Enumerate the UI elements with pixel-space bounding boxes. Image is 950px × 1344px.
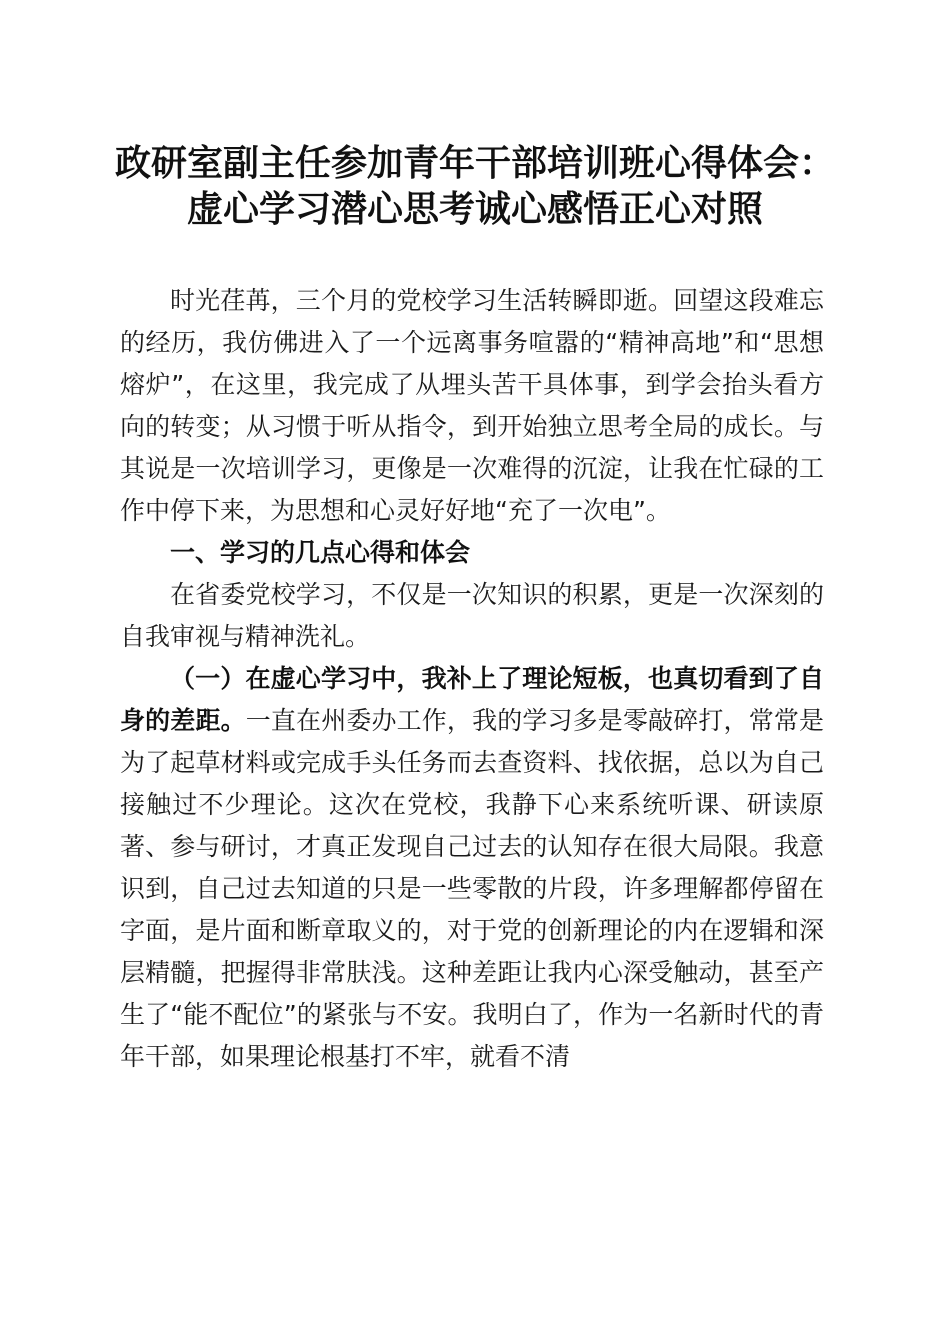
- document-title-line-2: 虚心学习潜心思考诚心感悟正心对照: [186, 188, 763, 230]
- intro-paragraph: 时光荏苒，三个月的党校学习生活转瞬即逝。回望这段难忘的经历，我仿佛进入了一个远离事务喧嚣的“精神高地”和“思想熔炉”，在这里，我完成了从埋头苦干具体事，到学会抬头看方向的转变；从习惯于听从指令，到开始独立思考全局的成长。与其说是一次培训学习，更像是一次难得的沉淀，让我在忙碌的工作中停下来，为思想和心灵好好地“充了一次电”。: [120, 286, 824, 525]
- section-heading: 一、学习的几点心得和体会: [170, 538, 471, 567]
- section-intro-paragraph: 在省委党校学习，不仅是一次知识的积累，更是一次深刻的自我审视与精神洗礼。: [120, 580, 824, 651]
- point-one-body: 一直在州委办工作，我的学习多是零敲碎打，常常是为了起草材料或完成手头任务而去查资料、找依据，总以为自己接触过不少理论。这次在党校，我静下心来系统听课、研读原著、参与研讨，才真正发现自己过去的认知存在很大局限。我意识到，自己过去知道的只是一些零散的片段，许多理解都停留在字面，是片面和断章取义的，对于党的创新理论的内在逻辑和深层精髓，把握得非常肤浅。这种差距让我内心深受触动，甚至产生了“能不配位”的紧张与不安。我明白了，作为一名新时代的青年干部，如果理论根基打不牢，就看不清: [120, 706, 824, 1071]
- point-one-lead: （一）在虚心学习中，我补上了理论短板，也真切看到了自身的差距。: [120, 664, 824, 735]
- document-title-line-1: 政研室副主任参加青年干部培训班心得体会：: [114, 142, 835, 184]
- point-one-paragraph: [120, 658, 824, 1078]
- document-body: [120, 280, 824, 1078]
